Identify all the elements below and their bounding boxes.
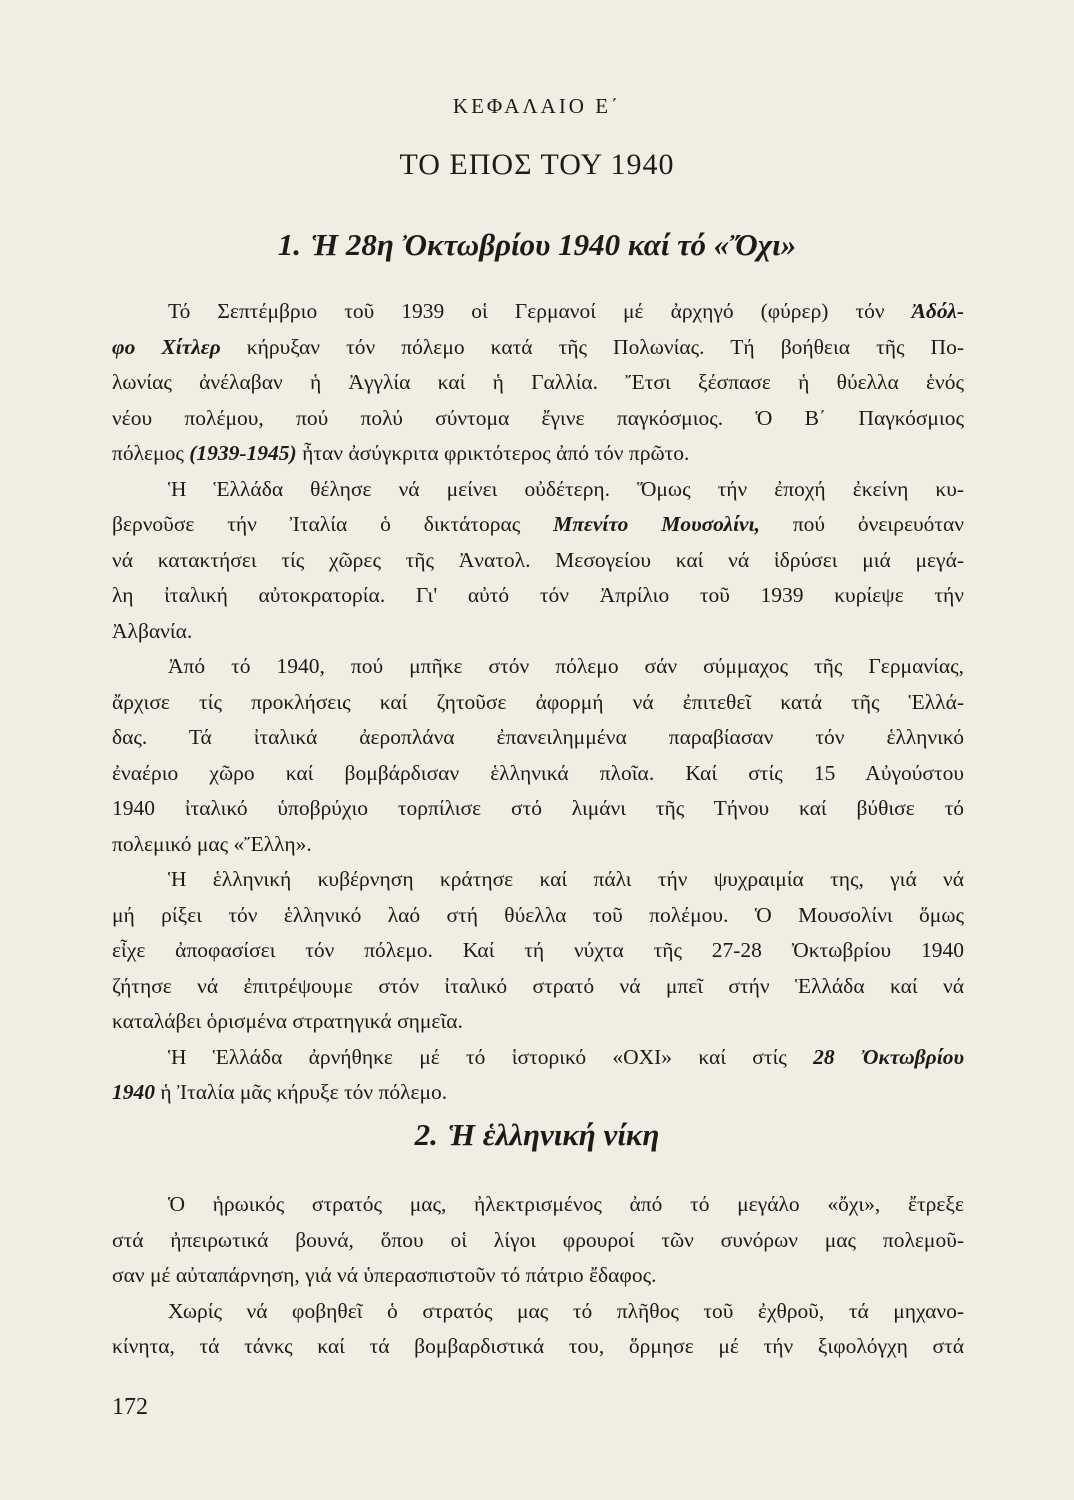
text-line: Ὁ ἡρωικός στρατός μας, ἠλεκτρισμένος ἀπό τό μεγάλο «ὄχι», ἔτρεξε [168, 1192, 964, 1216]
text-line: Τό Σεπτέμβριο τοῦ 1939 οἱ Γερμανοί μέ ἀρχηγό (φύρερ) τόν Ἀδόλ- [168, 299, 964, 323]
section-1-body [112, 294, 964, 1111]
chapter-label: ΚΕΦΑΛΑΙΟ Ε΄ [452, 94, 622, 118]
text-line: καταλάβει ὁρισμένα στρατηγικά σημεῖα. [112, 1009, 463, 1033]
text-line: Ἡ Ἑλλάδα θέλησε νά μείνει οὐδέτερη. Ὅμως τήν ἐποχή ἐκείνη κυ- [168, 476, 964, 501]
text-line: ἐναέριο χῶρο καί βομβάρδισαν ἑλληνικά πλοῖα. Καί στίς 15 Αὐγούστου [112, 760, 964, 785]
text-line: 1940 ἰταλικό ὑποβρύχιο τορπίλισε στό λιμάνι τῆς Τήνου καί βύθισε τό [112, 796, 964, 820]
section-2-heading [0, 1117, 1074, 1153]
text-line: στά ἠπειρωτικά βουνά, ὅπου οἱ λίγοι φρουροί τῶν συνόρων μας πολεμοῦ- [112, 1227, 964, 1252]
text-line: λη ἰταλική αὐτοκρατορία. Γι' αὐτό τόν Ἀπρίλιο τοῦ 1939 κυρίεψε τήν [112, 583, 964, 607]
section-2-body [112, 1187, 964, 1365]
section-1-number: 1. [277, 227, 301, 262]
text-line: νά κατακτήσει τίς χῶρες τῆς Ἀνατολ. Μεσογείου καί νά ἱδρύσει μιά μεγά- [112, 547, 964, 572]
text-line: πολεμικό μας «Ἔλλη». [112, 831, 312, 856]
text-line: λωνίας ἀνέλαβαν ἡ Ἀγγλία καί ἡ Γαλλία. Ἔτσι ξέσπασε ἡ θύελλα ἑνός [112, 370, 964, 394]
text-line: φο Χίτλερ κήρυξαν τόν πόλεμο κατά τῆς Πολωνίας. Τή βοήθεια τῆς Πο- [112, 334, 964, 359]
text-line: κίνητα, τά τάνκς καί τά βομβαρδιστικά του, ὅρμησε μέ τήν ξιφολόγχη στά [112, 1334, 964, 1358]
section-2-number: 2. [414, 1117, 438, 1152]
text-line: Ἀλβανία. [112, 618, 193, 643]
text-line: πόλεμος (1939-1945) ἦταν ἀσύγκριτα φρικτότερος ἀπό τόν πρῶτο. [112, 441, 690, 465]
text-line: μή ρίξει τόν ἑλληνικό λαό στή θύελλα τοῦ πολέμου. Ὁ Μουσολίνι ὅμως [112, 902, 964, 927]
section-2-title: Ἡ ἑλληνική νίκη [447, 1117, 660, 1152]
text-line: ζήτησε νά ἐπιτρέψουμε στόν ἰταλικό στρατό νά μπεῖ στήν Ἑλλάδα καί νά [112, 973, 964, 998]
text-line: Ἡ ἑλληνική κυβέρνηση κράτησε καί πάλι τήν ψυχραιμία της, γιά νά [168, 867, 964, 891]
text-line: ἄρχισε τίς προκλήσεις καί ζητοῦσε ἀφορμή νά ἐπιτεθεῖ κατά τῆς Ἑλλά- [112, 689, 964, 714]
text-line: Χωρίς νά φοβηθεῖ ὁ στρατός μας τό πλῆθος τοῦ ἐχθροῦ, τά μηχανο- [168, 1298, 964, 1323]
page-number: 172 [112, 1394, 148, 1420]
section-1-heading [0, 227, 1074, 263]
text-line: νέου πολέμου, πού πολύ σύντομα ἔγινε παγκόσμιος. Ὁ Β΄ Παγκόσμιος [112, 405, 964, 430]
text-line: σαν μέ αὐταπάρνηση, γιά νά ὑπερασπιστοῦν τό πάτριο ἔδαφος. [112, 1263, 657, 1287]
text-line: βερνοῦσε τήν Ἰταλία ὁ δικτάτορας Μπενίτο Μουσολίνι, πού ὀνειρευόταν [112, 512, 964, 536]
text-line: 1940 ἡ Ἰταλία μᾶς κήρυξε τόν πόλεμο. [112, 1080, 448, 1104]
chapter-title: ΤΟ ΕΠΟΣ ΤΟΥ 1940 [399, 148, 675, 181]
text-line: Ἡ Ἑλλάδα ἀρνήθηκε μέ τό ἱστορικό «ΟΧΙ» καί στίς 28 Ὀκτωβρίου [168, 1044, 964, 1069]
text-line: Ἀπό τό 1940, πού μπῆκε στόν πόλεμο σάν σύμμαχος τῆς Γερμανίας, [168, 654, 964, 678]
text-line: εἶχε ἀποφασίσει τόν πόλεμο. Καί τή νύχτα τῆς 27-28 Ὀκτωβρίου 1940 [112, 938, 964, 962]
section-1-title: Ἡ 28η Ὀκτωβρίου 1940 καί τό «Ὄχι» [310, 227, 797, 262]
text-line: δας. Τά ἰταλικά ἀεροπλάνα ἐπανειλημμένα παραβίασαν τόν ἑλληνικό [112, 725, 964, 749]
